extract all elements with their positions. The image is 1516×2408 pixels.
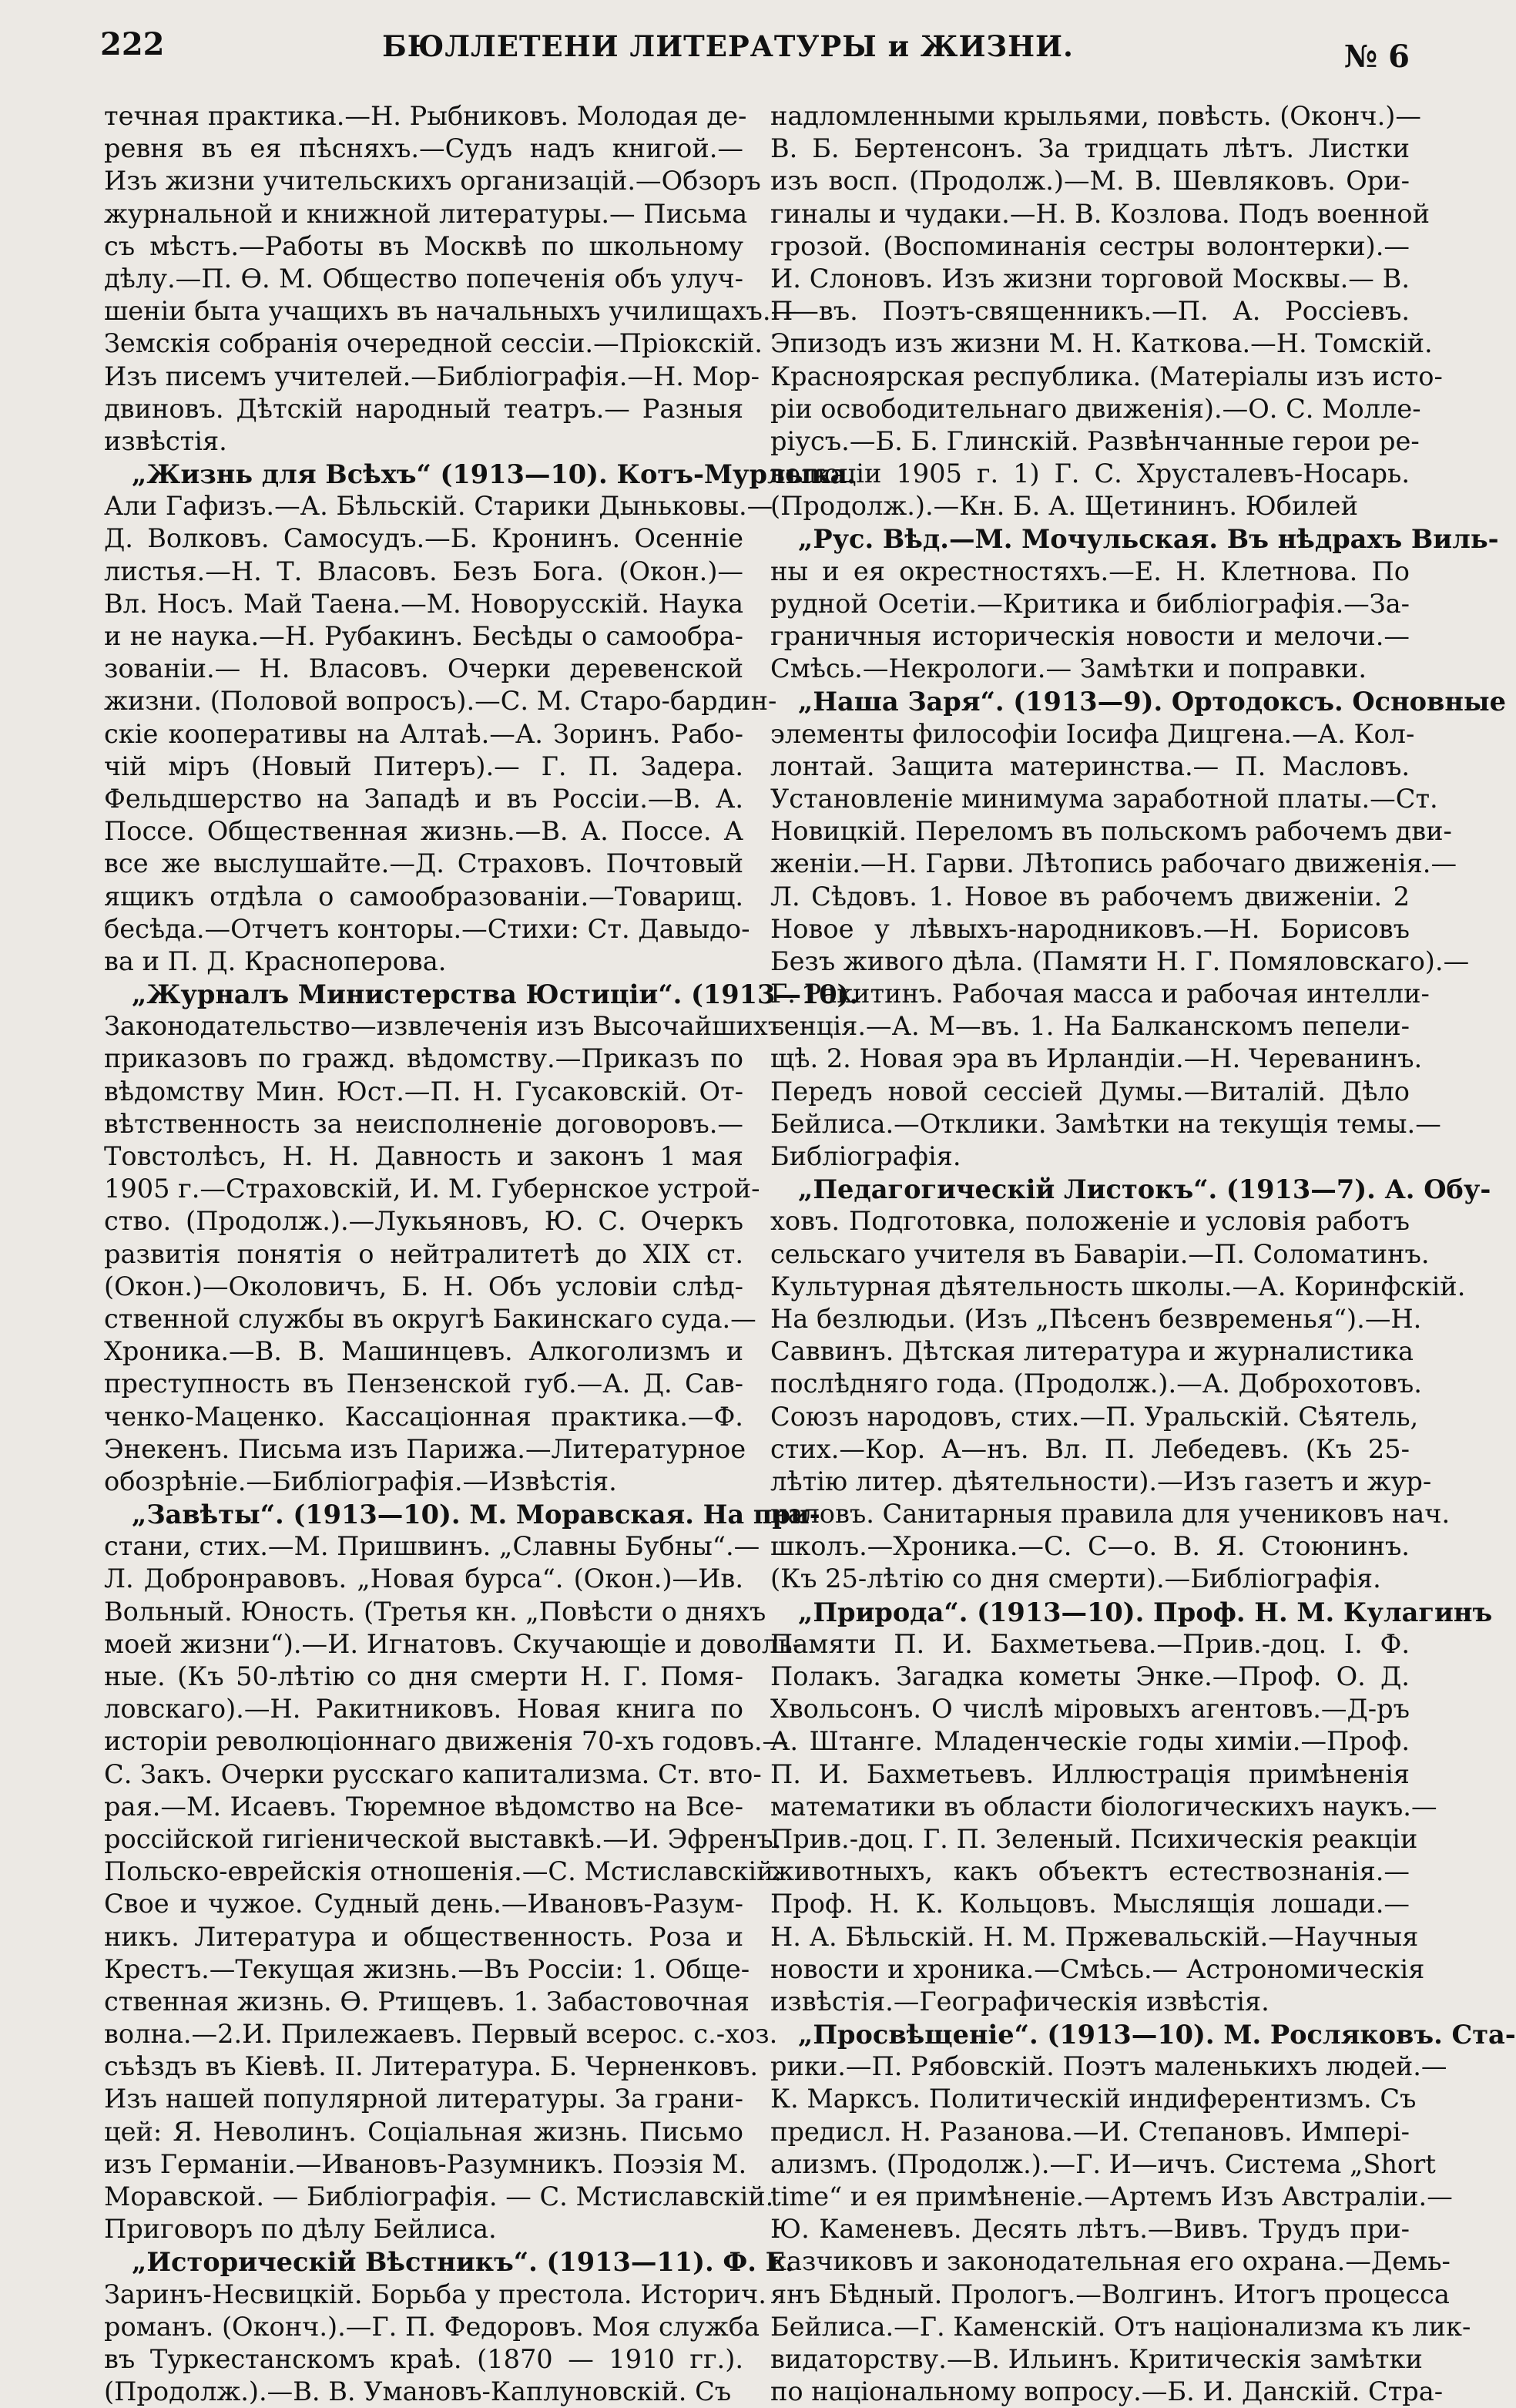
text-line: надломленными крыльями, повѣсть. (Оконч.)— (770, 101, 1421, 131)
text-line: извѣстія.—Географическія извѣстія. (770, 1986, 1269, 2017)
text-line: Библіографія. (770, 1141, 961, 1171)
text-line: грозой. (Воспоминанія сестры волонтерки).— (770, 230, 1410, 261)
text-line: стих.—Кор. А—нъ. Вл. П. Лебедевъ. (Къ 25- (770, 1433, 1410, 1464)
text-line: Культурная дѣятельность школы.—А. Коринфскій. (770, 1271, 1466, 1301)
text-line: съ мѣстъ.—Работы въ Москвѣ по школьному (104, 230, 743, 261)
text-line: романъ. (Оконч.).—Г. П. Федоровъ. Моя служба (104, 2311, 760, 2342)
text-line: Хвольсонъ. О числѣ міровыхъ агентовъ.—Д-ръ (770, 1694, 1410, 1725)
text-line: Приговоръ по дѣлу Бейлиса. (104, 2214, 497, 2245)
text-line: казчиковъ и законодательная его охрана.—Демь- (770, 2246, 1451, 2277)
text-line: обозрѣніе.—Библіографія.—Извѣстія. (104, 1466, 617, 1496)
entry-heading-line: „Завѣты“. (1913—10). М. Моравская. На при- (132, 1499, 820, 1530)
entry-heading-line: „Природа“. (1913—10). Проф. Н. М. Кулагинъ (798, 1596, 1493, 1627)
text-line: А. Штанге. Младенческіе годы химіи.—Проф. (770, 1726, 1410, 1757)
text-line: элементы философіи Іосифа Дицгена.—А. Кол- (770, 718, 1415, 749)
text-line: извѣстія. (104, 425, 227, 456)
page-number: 222 (100, 26, 165, 62)
text-line: ализмъ. (Продолж.).—Г. И—ичъ. Система „Short (770, 2148, 1436, 2179)
text-line: 1905 г.—Страховскій, И. М. Губернское устрой- (104, 1174, 760, 1204)
text-line: Вольный. Юность. (Третья кн. „Повѣсти о дняхъ (104, 1596, 766, 1627)
text-line: скіе кооперативы на Алтаѣ.—А. Зоринъ. Рабо- (104, 718, 743, 749)
running-header (0, 0, 1456, 92)
text-line: Л. Сѣдовъ. 1. Новое въ рабочемъ движеніи. 2 (770, 881, 1410, 912)
entry-heading-line: „Историческій Вѣстникъ“. (1913—11). Ф. Е. (132, 2246, 794, 2278)
text-line: ловскаго).—Н. Ракитниковъ. Новая книга по (104, 1694, 743, 1725)
text-line: Памяти П. И. Бахметьева.—Прив.-доц. I. Ф. (770, 1628, 1410, 1659)
text-line: Новицкій. Переломъ въ польскомъ рабочемъ дви- (770, 816, 1452, 847)
text-line: (Продолж.).—В. В. Умановъ-Каплуновскій. Съ (104, 2376, 732, 2407)
text-line: Изъ нашей популярной литературы. За грани- (104, 2084, 743, 2114)
text-line: дѣлу.—П. Ѳ. М. Общество попеченія объ улуч- (104, 263, 743, 294)
text-line: рая.—М. Исаевъ. Тюремное вѣдомство на Все- (104, 1791, 743, 1822)
entry-heading-line: „Педагогическій Листокъ“. (1913—7). А. Обу- (798, 1174, 1491, 1205)
text-line: течная практика.—Н. Рыбниковъ. Молодая де- (104, 101, 747, 131)
text-line: гиналы и чудаки.—Н. В. Козлова. Подъ военной (770, 198, 1430, 229)
text-line: стани, стих.—М. Пришвинъ. „Славны Бубны“.— (104, 1531, 760, 1562)
text-line: бесѣда.—Отчетъ конторы.—Стихи: Ст. Давыдо- (104, 913, 750, 944)
text-line: Саввинъ. Дѣтская литература и журналистика (770, 1336, 1414, 1367)
text-line: Али Гафизъ.—А. Бѣльскій. Старики Дыньковы.— (104, 491, 773, 522)
text-line: ревня въ ея пѣсняхъ.—Судъ надъ книгой.— (104, 133, 743, 164)
text-line: шеніи быта учащихъ въ начальныхъ училищахъ.— (104, 296, 797, 327)
text-line: въ Туркестанскомъ краѣ. (1870 — 1910 гг.). (104, 2343, 743, 2374)
text-line: Установленіе минимума заработной платы.—Ст. (770, 783, 1438, 814)
text-line: Товстолѣсъ, Н. Н. Давность и законъ 1 мая (104, 1141, 743, 1171)
text-line: предисл. Н. Разанова.—И. Степановъ. Импері- (770, 2116, 1410, 2147)
text-line: Д. Волковъ. Самосудъ.—Б. Кронинъ. Осенніе (104, 523, 743, 554)
text-line: Безъ живого дѣла. (Памяти Н. Г. Помяловскаго).— (770, 945, 1470, 976)
text-line: приказовъ по гражд. вѣдомству.—Приказъ по (104, 1043, 743, 1074)
text-line: Законодательство—извлеченія изъ Высочайшихъ (104, 1011, 785, 1042)
text-line: послѣдняго года. (Продолж.).—А. Доброхотовъ. (770, 1369, 1422, 1399)
text-line: В. Б. Бертенсонъ. За тридцать лѣтъ. Листки (770, 133, 1410, 164)
text-line: видаторству.—В. Ильинъ. Критическія замѣтки (770, 2343, 1423, 2374)
text-line: чій міръ (Новый Питеръ).— Г. П. Задера. (104, 751, 743, 781)
text-line: съѣздъ въ Кіевѣ. II. Литература. Б. Черненковъ. (104, 2051, 759, 2082)
text-line: Поссе. Общественная жизнь.—В. А. Поссе. А (104, 816, 743, 847)
text-line: Л. Добронравовъ. „Новая бурса“. (Окон.)—Ив. (104, 1563, 743, 1594)
text-line: ственная жизнь. Ѳ. Ртищевъ. 1. Забастовочная (104, 1986, 750, 2017)
text-line: (Къ 25-лѣтію со дня смерти).—Библіографія. (770, 1563, 1381, 1594)
text-line: И. Слоновъ. Изъ жизни торговой Москвы.— В. (770, 263, 1410, 294)
text-line: Полакъ. Загадка кометы Энке.—Проф. О. Д. (770, 1661, 1410, 1691)
text-line: Хроника.—В. В. Машинцевъ. Алкоголизмъ и (104, 1336, 743, 1367)
text-line: ріусъ.—Б. Б. Глинскій. Развѣнчанные герои ре- (770, 425, 1420, 456)
text-line: школъ.—Хроника.—С. С—о. В. Я. Стоюнинъ. (770, 1531, 1410, 1562)
text-line: Г. Ракитинъ. Рабочая масса и рабочая интелли- (770, 979, 1430, 1009)
text-line: математики въ области біологическихъ наукъ.— (770, 1791, 1437, 1822)
text-line: лонтай. Защита материнства.— П. Масловъ. (770, 751, 1410, 781)
text-line: наловъ. Санитарныя правила для учениковъ нач. (770, 1499, 1451, 1530)
issue-number: № 6 (1343, 39, 1410, 75)
text-line: волюціи 1905 г. 1) Г. С. Хрусталевъ-Носарь. (770, 458, 1410, 489)
text-line: На безлюдьи. (Изъ „Пѣсенъ безвременья“).—Н. (770, 1303, 1422, 1334)
text-line: Энекенъ. Письма изъ Парижа.—Литературное (104, 1433, 746, 1464)
text-line: Фельдшерство на Западѣ и въ Россіи.—В. А. (104, 783, 743, 814)
text-line: двиновъ. Дѣтскій народный театръ.— Разныя (104, 393, 743, 424)
text-line: все же выслушайте.—Д. Страховъ. Почтовый (104, 848, 743, 879)
journal-title: БЮЛЛЕТЕНИ ЛИТЕРАТУРЫ и ЖИЗНИ. (382, 29, 1074, 63)
text-line: Ю. Каменевъ. Десять лѣтъ.—Вивъ. Трудъ при- (770, 2214, 1410, 2245)
text-line: изъ восп. (Продолж.)—М. В. Шевляковъ. Ори- (770, 166, 1410, 196)
text-line: Н. А. Бѣльскій. Н. М. Пржевальскій.—Научныя (770, 1921, 1419, 1952)
text-line: Крестъ.—Текущая жизнь.—Въ Россіи: 1. Обще- (104, 1953, 750, 1984)
text-line: жизни. (Половой вопросъ).—С. М. Старо-бардин- (104, 686, 777, 717)
right-column (770, 100, 1516, 2408)
text-line: и не наука.—Н. Рубакинъ. Бесѣды о самообра- (104, 621, 743, 651)
text-line: Вл. Носъ. Май Тaена.—М. Новорусскій. Наука (104, 588, 743, 619)
text-line: К. Марксъ. Политическій индиферентизмъ. Съ (770, 2084, 1417, 2114)
text-line: Моравской. — Библіографія. — С. Мстиславскій. (104, 2181, 774, 2212)
text-line: Смѣсь.—Некрологи.— Замѣтки и поправки. (770, 653, 1367, 684)
text-line: Изъ писемъ учителей.—Библіографія.—Н. Мор- (104, 361, 760, 391)
text-line: ны и ея окрестностяхъ.—Е. Н. Клетнова. По (770, 556, 1410, 586)
text-line: зованіи.— Н. Власовъ. Очерки деревенской (104, 653, 743, 684)
text-line: Свое и чужое. Судный день.—Ивановъ-Разум- (104, 1889, 743, 1919)
text-line: по національному вопросу.—Б. И. Данскій. Стра- (770, 2376, 1444, 2407)
text-line: животныхъ, какъ объектъ естествознанія.— (770, 1856, 1410, 1887)
text-line: Бейлиса.—Отклики. Замѣтки на текущія темы.— (770, 1108, 1441, 1139)
text-line: Проф. Н. К. Кольцовъ. Мыслящія лошади.— (770, 1889, 1410, 1919)
text-line: россійской гигіенической выставкѣ.—И. Эфренъ. (104, 1823, 782, 1854)
text-line: женіи.—Н. Гарви. Лѣтопись рабочаго движенія.— (770, 848, 1457, 879)
text-line: щѣ. 2. Новая эра въ Ирландіи.—Н. Череванинъ. (770, 1043, 1423, 1074)
entry-heading-line: „Просвѣщеніе“. (1913—10). М. Росляковъ. Ста- (798, 2019, 1516, 2050)
text-line: С. Закъ. Очерки русскаго капитализма. Ст. вто- (104, 1758, 762, 1789)
text-line: Новое у лѣвыхъ-народниковъ.—Н. Борисовъ (770, 913, 1410, 944)
text-line: ственной службы въ округѣ Бакинскаго суда.— (104, 1303, 756, 1334)
text-line: Земскія собранія очередной сессіи.—Пріокскій. (104, 328, 763, 359)
text-line: ва и П. Д. Красноперова. (104, 945, 447, 976)
text-line: никъ. Литература и общественность. Роза и (104, 1921, 743, 1952)
text-line: исторіи революціоннаго движенія 70-хъ годовъ.— (104, 1726, 789, 1757)
text-line: Передъ новой сессіей Думы.—Виталій. Дѣло (770, 1076, 1410, 1107)
text-line: ховъ. Подготовка, положеніе и условія работъ (770, 1206, 1410, 1237)
entry-heading-line: „Журналъ Министерства Юстиціи“. (1913—10). (132, 979, 859, 1010)
text-line: цей: Я. Неволинъ. Соціальная жизнь. Письмо (104, 2116, 743, 2147)
text-line: time“ и ея примѣненіе.—Артемъ Изъ Австраліи.— (770, 2181, 1453, 2212)
text-line: Изъ жизни учительскихъ организацій.—Обзоръ (104, 166, 761, 196)
text-line: граничныя историческія новости и мелочи.— (770, 621, 1410, 651)
entry-heading-line: „Рус. Вѣд.—М. Мочульская. Въ нѣдрахъ Виль- (798, 523, 1499, 555)
text-line: моей жизни“).—И. Игнатовъ. Скучающіе и доволь- (104, 1628, 801, 1659)
text-line: волна.—2.И. Прилежаевъ. Первый всерос. с.-хоз. (104, 2019, 778, 2050)
text-line: ченко-Маценко. Кассаціонная практика.—Ф. (104, 1401, 743, 1432)
text-line: сельскаго учителя въ Баваріи.—П. Соломатинъ. (770, 1238, 1430, 1269)
text-line: П—въ. Поэтъ-священникъ.—П. А. Россіевъ. (770, 296, 1410, 327)
text-line: вѣтственность за неисполненіе договоровъ.— (104, 1108, 743, 1139)
text-line: журнальной и книжной литературы.— Письма (104, 198, 748, 229)
text-line: янъ Бѣдный. Прологъ.—Волгинъ. Итогъ процесса (770, 2279, 1450, 2309)
text-line: генція.—А. М—въ. 1. На Балканскомъ пепели- (770, 1011, 1410, 1042)
text-line: (Продолж.).—Кн. Б. А. Щетининъ. Юбилей (770, 491, 1358, 522)
text-line: развитія понятія о нейтралитетѣ до XIX ст. (104, 1238, 743, 1269)
text-line: преступность въ Пензенской губ.—А. Д. Сав- (104, 1369, 743, 1399)
text-line: Прив.-доц. Г. П. Зеленый. Психическія реакціи (770, 1823, 1418, 1854)
text-line: ріи освободительнаго движенія).—О. С. Молле- (770, 393, 1421, 424)
text-line: листья.—Н. Т. Власовъ. Безъ Бога. (Окон.)— (104, 556, 743, 586)
text-line: изъ Германіи.—Ивановъ-Разумникъ. Поэзія М. (104, 2148, 747, 2179)
text-line: Польско-еврейскія отношенія.—С. Мстиславскій. (104, 1856, 783, 1887)
left-column (104, 100, 859, 2408)
text-line: П. И. Бахметьевъ. Иллюстрація примѣненія (770, 1758, 1410, 1789)
text-line: Эпизодъ изъ жизни М. Н. Каткова.—Н. Томскій. (770, 328, 1433, 359)
text-line: Заринъ-Несвицкій. Борьба у престола. Историч. (104, 2279, 766, 2309)
entry-heading-line: „Наша Заря“. (1913—9). Ортодоксъ. Основные (798, 686, 1506, 717)
text-line: рудной Осетіи.—Критика и библіографія.—За- (770, 588, 1410, 619)
text-line: новости и хроника.—Смѣсь.— Астрономическія (770, 1953, 1425, 1984)
text-line: Бейлиса.—Г. Каменскій. Отъ націонализма къ лик- (770, 2311, 1471, 2342)
text-line: лѣтію литер. дѣятельности).—Изъ газетъ и жур- (770, 1466, 1432, 1496)
text-line: вѣдомству Мин. Юст.—П. Н. Гусаковскій. От- (104, 1076, 743, 1107)
text-line: Красноярская республика. (Матеріалы изъ исто- (770, 361, 1443, 391)
text-line: Союзъ народовъ, стих.—П. Уральскій. Сѣятель, (770, 1401, 1419, 1432)
entry-heading-line: „Жизнь для Всѣхъ“ (1913—10). Котъ-Мурлыка. (132, 458, 857, 490)
text-line: ные. (Къ 50-лѣтію со дня смерти Н. Г. Помя- (104, 1661, 743, 1691)
text-line: ящикъ отдѣла о самообразованіи.—Товарищ. (104, 881, 743, 912)
text-line: (Окон.)—Околовичъ, Б. Н. Объ условіи слѣд- (104, 1271, 743, 1301)
text-line: рики.—П. Рябовскій. Поэтъ маленькихъ людей.— (770, 2051, 1447, 2082)
text-line: ство. (Продолж.).—Лукьяновъ, Ю. С. Очеркъ (104, 1206, 743, 1237)
